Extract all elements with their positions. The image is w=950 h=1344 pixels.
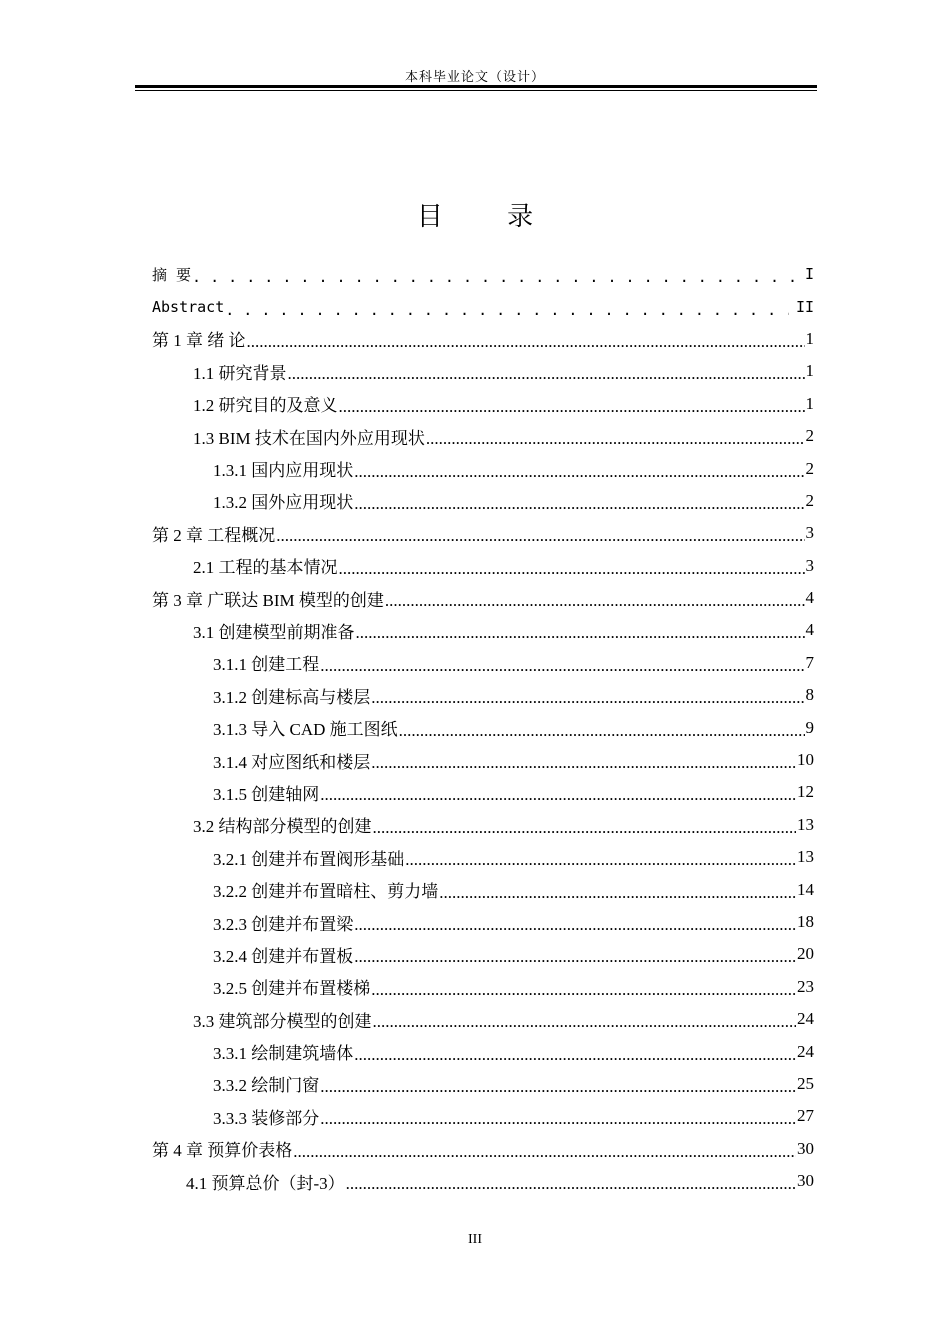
toc-entry-chapter-1[interactable]	[152, 323, 814, 355]
toc-entry-label: 3.1.3 导入 CAD 施工图纸	[213, 720, 398, 740]
toc-entry-page: 3	[805, 523, 814, 543]
toc-dot-leader	[356, 623, 805, 643]
toc-entry-page: 23	[797, 976, 814, 996]
toc-entry-label: 第 3 章 广联达 BIM 模型的创建	[152, 590, 384, 610]
toc-dot-leader	[439, 883, 796, 903]
toc-entry-label: 3.2.3 创建并布置梁	[213, 914, 354, 934]
toc-entry-page: 2	[805, 458, 814, 478]
toc-dot-leader	[371, 753, 796, 773]
toc-dot-leader	[339, 559, 805, 579]
toc-entry-label: Abstract	[152, 297, 225, 316]
toc-entry-1-3[interactable]	[152, 420, 814, 452]
toc-entry-3-1-2[interactable]	[152, 679, 814, 711]
toc-entry-page: 2	[805, 426, 814, 446]
toc-entry-label: 2.1 工程的基本情况	[193, 558, 338, 578]
toc-entry-chapter-4[interactable]	[152, 1133, 814, 1165]
toc-entry-label: 第 4 章 预算价表格	[152, 1141, 293, 1161]
toc-entry-3-2-2[interactable]	[152, 873, 814, 905]
toc-entry-page: I	[804, 265, 814, 284]
toc-entry-page: 14	[797, 879, 814, 899]
toc-entry-abstract-en[interactable]	[152, 290, 814, 322]
toc-entry-label: 3.2.4 创建并布置板	[213, 946, 354, 966]
toc-entry-label: 3.3.3 装修部分	[213, 1108, 320, 1128]
toc-dot-leader	[293, 1142, 796, 1162]
header-rule-thin	[135, 90, 817, 91]
toc-entry-3-3-3[interactable]	[152, 1100, 814, 1132]
toc-entry-page: 18	[797, 912, 814, 931]
toc-entry-page: 4	[805, 588, 814, 608]
toc-entry-3-3-1[interactable]	[152, 1035, 814, 1067]
toc-entry-3-1-1[interactable]	[152, 647, 814, 679]
toc-entry-label: 1.1 研究背景	[193, 363, 287, 383]
toc-entry-page: II	[795, 297, 814, 316]
toc-entry-label: 1.3.1 国内应用现状	[213, 461, 354, 481]
toc-dot-leader	[346, 1174, 796, 1194]
toc-entry-3-2-1[interactable]	[152, 841, 814, 873]
toc-entry-3-1-5[interactable]	[152, 776, 814, 808]
toc-entry-3-1[interactable]	[152, 614, 814, 646]
toc-dot-leader	[354, 947, 796, 967]
toc-entry-label: 第 2 章 工程概况	[152, 525, 276, 545]
toc-entry-label: 3.1.5 创建轴网	[213, 784, 320, 804]
header-rule-thick	[135, 85, 817, 88]
toc-dot-leader	[320, 1077, 796, 1097]
toc-entry-label: 3.2.5 创建并布置楼梯	[213, 979, 371, 999]
toc-entry-page: 30	[797, 1171, 814, 1191]
toc-entry-page: 24	[797, 1041, 814, 1061]
toc-dot-leader	[354, 494, 804, 514]
toc-entry-chapter-2[interactable]	[152, 517, 814, 549]
toc-entry-label: 3.1 创建模型前期准备	[193, 622, 355, 642]
toc-entry-3-3-2[interactable]	[152, 1068, 814, 1100]
toc-dot-leader	[320, 1109, 796, 1129]
toc-entry-chapter-3[interactable]	[152, 582, 814, 614]
toc-dot-leader	[276, 526, 804, 546]
toc-entry-1-3-2[interactable]	[152, 485, 814, 517]
toc-entry-page: 1	[805, 328, 814, 348]
toc-entry-label: 第 1 章 绪 论	[152, 331, 246, 351]
toc-entry-page: 1	[805, 393, 814, 413]
toc-entry-page: 4	[805, 620, 814, 640]
toc-entry-label: 1.3 BIM 技术在国内外应用现状	[193, 428, 425, 448]
toc-dot-leader	[320, 785, 796, 805]
toc-entry-page: 30	[797, 1138, 814, 1158]
toc-dot-leader	[354, 462, 804, 482]
toc-entry-label: 3.2 结构部分模型的创建	[193, 817, 372, 837]
toc-dot-leader	[405, 850, 796, 870]
toc-entry-3-2-4[interactable]	[152, 938, 814, 970]
toc-entry-label: 3.1.2 创建标高与楼层	[213, 687, 371, 707]
toc-entry-page: 2	[805, 490, 814, 510]
page-number: III	[468, 1232, 482, 1247]
toc-dot-leader	[373, 818, 797, 838]
toc-entry-page: 13	[797, 847, 814, 867]
toc-entry-3-1-4[interactable]	[152, 744, 814, 776]
toc-entry-label: 摘 要	[152, 265, 192, 284]
toc-entry-page: 7	[805, 652, 814, 672]
toc-entry-label: 4.1 预算总价（封-3）	[186, 1173, 345, 1193]
table-of-contents	[152, 258, 814, 1197]
toc-dot-leader	[385, 591, 805, 611]
toc-dot-leader	[371, 688, 804, 708]
toc-entry-2-1[interactable]	[152, 550, 814, 582]
toc-entry-3-2[interactable]	[152, 809, 814, 841]
toc-dot-leader	[247, 332, 805, 352]
toc-entry-1-3-1[interactable]	[152, 452, 814, 484]
toc-entry-label: 3.3.1 绘制建筑墙体	[213, 1044, 354, 1064]
toc-dot-leader	[320, 656, 804, 676]
toc-entry-label: 3.1.1 创建工程	[213, 655, 320, 675]
toc-entry-3-1-3[interactable]	[152, 711, 814, 743]
toc-entry-abstract-cn[interactable]	[152, 258, 814, 290]
toc-dot-leader	[373, 1012, 797, 1032]
toc-dot-leader	[288, 364, 805, 384]
toc-entry-page: 9	[805, 717, 814, 737]
toc-entry-1-2[interactable]	[152, 388, 814, 420]
toc-entry-label: 3.3 建筑部分模型的创建	[193, 1011, 372, 1031]
toc-dot-leader	[371, 980, 796, 1000]
toc-entry-label: 3.2.1 创建并布置阀形基础	[213, 849, 405, 869]
toc-entry-label: 1.2 研究目的及意义	[193, 396, 338, 416]
toc-entry-3-2-3[interactable]	[152, 906, 814, 938]
toc-entry-page: 3	[805, 555, 814, 575]
toc-entry-label: 1.3.2 国外应用现状	[213, 493, 354, 513]
toc-entry-page: 1	[805, 361, 814, 381]
toc-entry-label: 3.2.2 创建并布置暗柱、剪力墙	[213, 882, 439, 902]
toc-dot-leader	[339, 397, 805, 417]
toc-entry-4-1[interactable]	[152, 1165, 814, 1197]
running-header: 本科毕业论文（设计）	[404, 69, 545, 84]
toc-dot-leader	[225, 300, 789, 320]
toc-dot-leader	[426, 429, 805, 449]
toc-entry-page: 25	[797, 1073, 814, 1093]
page-title: 目 录	[416, 202, 562, 232]
toc-entry-page: 10	[797, 750, 814, 770]
toc-entry-page: 13	[797, 814, 814, 834]
toc-dot-leader	[354, 915, 796, 935]
toc-entry-page: 27	[797, 1106, 814, 1126]
toc-entry-3-3[interactable]	[152, 1003, 814, 1035]
toc-entry-page: 24	[797, 1009, 814, 1029]
toc-entry-page: 20	[797, 944, 814, 964]
toc-dot-leader	[192, 267, 798, 287]
toc-dot-leader	[399, 721, 805, 741]
toc-entry-page: 8	[805, 685, 814, 705]
toc-entry-1-1[interactable]	[152, 355, 814, 387]
toc-entry-3-2-5[interactable]	[152, 971, 814, 1003]
toc-dot-leader	[354, 1045, 796, 1065]
toc-entry-label: 3.3.2 绘制门窗	[213, 1076, 320, 1096]
toc-entry-label: 3.1.4 对应图纸和楼层	[213, 752, 371, 772]
toc-entry-page: 12	[797, 782, 814, 802]
